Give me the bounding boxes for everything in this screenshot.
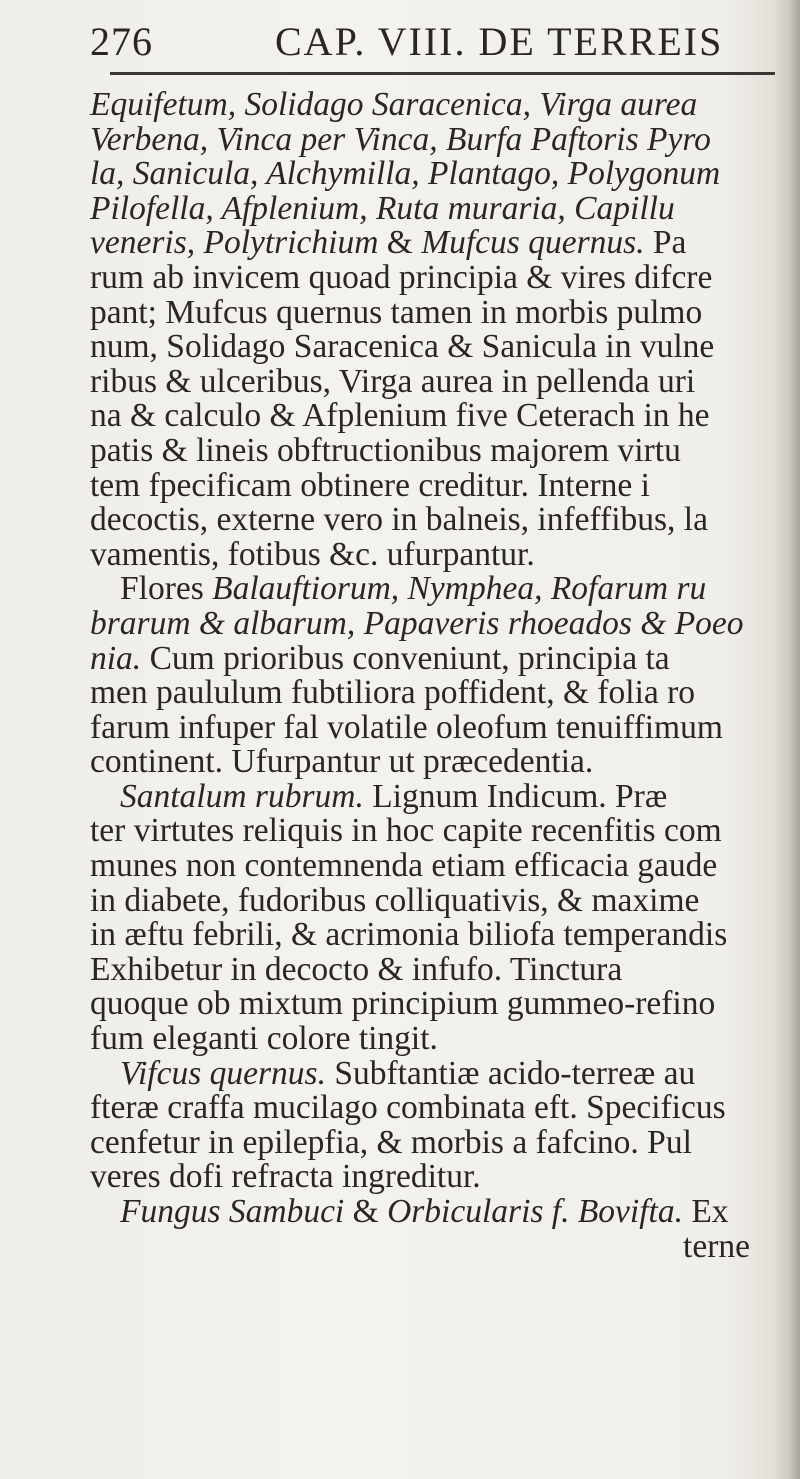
text-segment: vamentis, fotibus &c. ufurpantur. <box>90 535 535 573</box>
text-segment: munes non contemnenda etiam efficacia gaude <box>90 847 718 885</box>
page-edge-shadow <box>772 0 800 1479</box>
italic-text-segment: Pilofella, Afplenium, Ruta muraria, Capillu <box>90 189 675 227</box>
text-line <box>90 362 800 400</box>
text-line <box>90 745 800 780</box>
page-header <box>90 18 770 68</box>
header-rule <box>110 72 775 75</box>
italic-text-segment: Verbena, Vinca per Vinca, Burfa Paftoris Pyro <box>90 120 711 158</box>
text-line <box>90 918 800 953</box>
text-line <box>90 88 800 123</box>
italic-text-segment: veneris, Polytrichium <box>90 224 379 262</box>
text-segment: continent. Ufurpantur ut præcedentia. <box>90 743 594 781</box>
text-segment: pant; Mufcus quernus tamen in morbis pulmo <box>90 293 703 331</box>
text-line <box>90 226 800 261</box>
text-line <box>90 1160 800 1195</box>
italic-text-segment: Fungus Sambuci <box>120 1193 345 1230</box>
text-line <box>90 1054 800 1092</box>
text-line <box>90 1091 800 1126</box>
text-segment: na & calculo & Afplenium five Ceterach in he <box>90 397 710 435</box>
text-segment: Pa <box>644 224 687 262</box>
text-segment: ter virtutes reliquis in hoc capite recenfitis com <box>90 812 722 850</box>
text-line <box>90 466 800 504</box>
text-line <box>90 157 800 192</box>
italic-text-segment: brarum & albarum, Papaveris rhoeados & Poeo <box>90 604 744 642</box>
text-segment: cenfetur in epilepfia, & morbis a fafcino. Pul <box>90 1123 692 1161</box>
text-line <box>90 777 800 815</box>
italic-text-segment: Santalum rubrum. <box>120 777 364 815</box>
text-segment: Flores <box>120 570 213 608</box>
body-text <box>90 88 800 1264</box>
text-line <box>90 676 800 711</box>
text-segment: terne <box>683 1227 750 1265</box>
text-segment: & <box>344 1193 388 1230</box>
text-line <box>90 1123 800 1161</box>
text-segment: patis & lineis obftructionibus majorem virtu <box>90 431 681 469</box>
text-line <box>90 293 800 331</box>
text-line <box>90 950 800 988</box>
text-line <box>90 881 800 919</box>
text-line <box>90 1195 800 1230</box>
text-segment: Cum prioribus conveniunt, principia ta <box>141 639 670 677</box>
text-segment: Subftantiæ acido-terreæ au <box>325 1054 696 1092</box>
text-segment: decoctis, externe vero in balneis, infeffibus, la <box>90 501 708 539</box>
text-segment: rum ab invicem quoad principia & vires difcre <box>90 258 713 296</box>
text-line <box>90 431 800 469</box>
text-line <box>90 1227 800 1265</box>
text-line <box>90 814 800 849</box>
text-segment: quoque ob mixtum principium gummeo-refino <box>90 985 716 1023</box>
text-segment: in diabete, fudoribus colliquativis, & maxime <box>90 881 700 919</box>
text-segment: Ex <box>682 1193 729 1230</box>
text-line <box>90 708 800 746</box>
text-segment: men paululum fubtiliora poffident, & folia ro <box>90 674 696 712</box>
text-line <box>90 120 800 158</box>
text-line <box>90 189 800 227</box>
text-segment: ribus & ulceribus, Virga aurea in pellenda uri <box>90 362 696 400</box>
text-line <box>90 1022 800 1057</box>
text-segment: veres dofi refracta ingreditur. <box>90 1158 481 1196</box>
text-line <box>90 258 800 296</box>
italic-text-segment: nia. <box>90 639 142 677</box>
text-segment: num, Solidago Saracenica & Sanicula in vulne <box>90 328 715 366</box>
text-segment: Lignum Indicum. Præ <box>363 777 668 815</box>
text-line <box>90 604 800 642</box>
text-line <box>90 639 800 677</box>
text-segment: fteræ craffa mucilago combinata eft. Specificus <box>90 1089 726 1127</box>
text-segment: in æftu febrili, & acrimonia biliofa temperandis <box>90 916 728 954</box>
text-segment: & <box>378 224 422 262</box>
text-line <box>90 399 800 434</box>
text-line <box>90 987 800 1022</box>
italic-text-segment: Vifcus quernus. <box>120 1054 326 1092</box>
italic-text-segment: Equifetum, Solidago Saracenica, Virga aurea <box>90 86 698 123</box>
text-segment: tem fpecificam obtinere creditur. Interne i <box>90 466 650 504</box>
text-line <box>90 503 800 538</box>
text-line <box>90 330 800 365</box>
italic-text-segment: la, Sanicula, Alchymilla, Plantago, Polygonum <box>90 155 721 193</box>
italic-text-segment: Mufcus quernus. <box>421 224 645 262</box>
italic-text-segment: Balauftiorum, Nymphea, Rofarum ru <box>212 570 707 608</box>
text-line <box>90 535 800 573</box>
text-segment: Exhibetur in decocto & infufo. Tinctura <box>90 950 623 988</box>
text-line <box>90 849 800 884</box>
text-segment: fum eleganti colore tingit. <box>90 1020 438 1058</box>
text-segment: farum infuper fal volatile oleofum tenuiffimum <box>90 708 723 746</box>
page-number: 276 <box>90 19 153 64</box>
running-head: CAP. VIII. DE TERREIS <box>275 19 724 64</box>
text-line <box>90 572 800 607</box>
italic-text-segment: Orbicularis f. Bovifta. <box>387 1193 683 1230</box>
